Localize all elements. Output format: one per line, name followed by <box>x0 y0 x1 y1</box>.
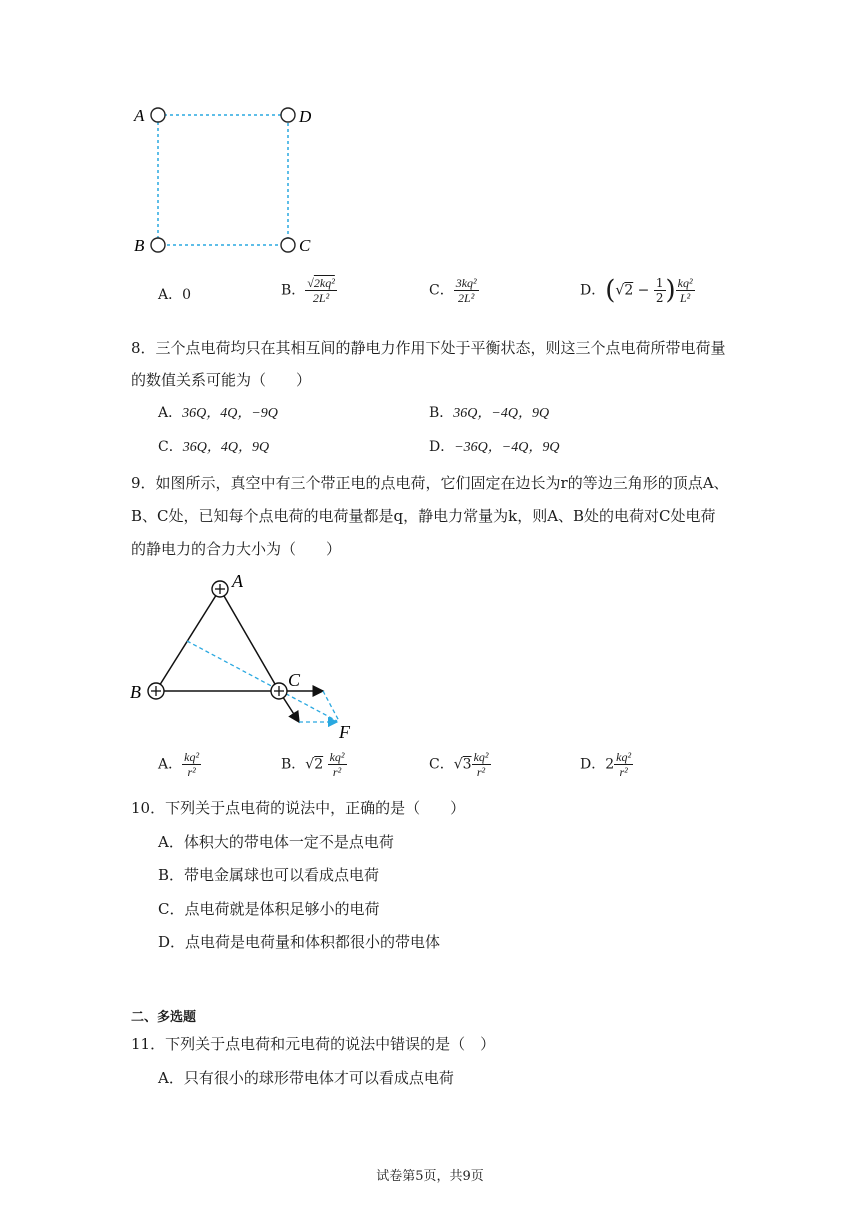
q11-stem: 11．下列关于点电荷和元电荷的说法中错误的是（ ） <box>131 1035 496 1053</box>
q9-stem-line1: 9．如图所示，真空中有三个带正电的点电荷，它们固定在边长为r的等边三角形的顶点A、 <box>131 474 729 492</box>
fraction-denominator: 2 <box>655 291 664 305</box>
fraction-numerator: kq² <box>677 276 693 290</box>
fraction: $\frac{\text{kq²}}{\text{r²}}$ <box>184 750 200 779</box>
q9-option-b[interactable]: B．√2 $\frac{\text{kq²}}{\text{r²}}$ <box>281 750 345 779</box>
q10-option-c[interactable]: C．点电荷就是体积足够小的电荷 <box>158 900 380 918</box>
q11-option-a[interactable]: A．只有很小的球形带电体才可以看成点电荷 <box>158 1069 454 1087</box>
minus-sign: − <box>633 282 654 299</box>
q9-stem-line3: 的静电力的合力大小为（ ） <box>131 540 342 558</box>
charge-d <box>281 108 295 122</box>
fraction-numerator: 1 <box>655 276 664 290</box>
charge-a <box>151 108 165 122</box>
triangle-figure <box>125 570 365 745</box>
sqrt-icon: √2 <box>615 282 634 299</box>
q9-stem-line2: B、C处，已知每个点电荷的电荷量都是q，静电力常量为k，则A、B处的电荷对C处电荷 <box>131 507 716 525</box>
option-letter: A． <box>158 287 183 303</box>
charge-c-plus <box>271 683 287 699</box>
right-paren: ) <box>665 275 676 306</box>
q10-option-a[interactable]: A．体积大的带电体一定不是点电荷 <box>158 833 394 851</box>
page-footer: 试卷第5页，共9页 <box>376 1169 484 1184</box>
fraction: $\frac{\text{kq²}}{\text{r²}}$ <box>616 750 632 779</box>
option-letter: C． <box>429 282 454 299</box>
left-paren: ( <box>605 275 616 306</box>
charge-c <box>281 238 295 252</box>
label-c: C <box>288 670 301 690</box>
charge-b-plus <box>148 683 164 699</box>
side-ab <box>156 589 220 691</box>
dashed-guide <box>187 641 337 721</box>
label-d: D <box>299 107 312 126</box>
label-c: C <box>299 236 311 255</box>
fraction-numerator: 3kq² <box>455 276 477 290</box>
q7-option-b[interactable] <box>281 276 337 305</box>
q7-option-c[interactable] <box>429 276 479 305</box>
section-title: 二、多选题 <box>131 1010 197 1025</box>
side-ac <box>220 589 279 691</box>
fraction <box>654 276 666 305</box>
fraction-denominator: L² <box>680 291 691 305</box>
sqrt-icon: √3 <box>453 756 472 773</box>
square-figure <box>125 100 325 260</box>
sqrt-icon: √ <box>307 276 314 290</box>
q10-stem: 10．下列关于点电荷的说法中，正确的是（ ） <box>131 799 466 817</box>
fraction <box>454 276 479 305</box>
q8-stem-line2: 的数值关系可能为（ ） <box>131 371 312 389</box>
label-a: A <box>232 571 243 591</box>
q9-option-c[interactable]: C．√3 $\frac{\text{kq²}}{\text{r²}}$ <box>429 750 489 779</box>
label-a: A <box>134 106 145 125</box>
fraction: $\frac{\text{kq²}}{\text{r²}}$ <box>329 750 345 779</box>
q8-option-d[interactable]: D．−36Q，−4Q，9Q <box>429 439 560 455</box>
label-b: B <box>130 682 141 702</box>
q8-option-a[interactable]: A．36Q，4Q，−9Q <box>158 405 278 421</box>
label-f: F <box>339 722 350 742</box>
fraction <box>676 276 695 305</box>
q9-option-d[interactable]: D．2 $\frac{\text{kq²}}{\text{r²}}$ <box>580 750 632 779</box>
q7-option-a[interactable] <box>158 285 191 305</box>
label-b: B <box>134 236 145 255</box>
q10-option-d[interactable]: D．点电荷是电荷量和体积都很小的带电体 <box>158 933 441 951</box>
option-letter: D． <box>580 282 606 299</box>
fraction-denominator: 2L² <box>312 291 330 305</box>
q8-option-b[interactable]: B．36Q，−4Q，9Q <box>429 405 550 421</box>
parallelogram-top <box>323 691 339 721</box>
charge-a-plus <box>212 581 228 597</box>
q8-option-c[interactable]: C．36Q，4Q，9Q <box>158 439 270 455</box>
fraction-numerator: √2kq² <box>307 276 335 290</box>
square-outline <box>158 115 288 245</box>
fraction-denominator: 2L² <box>458 291 475 305</box>
charge-b <box>151 238 165 252</box>
sqrt-icon: √2 <box>305 756 324 773</box>
q7-option-d[interactable] <box>580 276 695 305</box>
option-text: 0 <box>182 287 192 303</box>
q8-stem-line1: 8．三个点电荷均只在其相互间的静电力作用下处于平衡状态，则这三个点电荷所带电荷量 <box>131 339 726 357</box>
q9-option-a[interactable]: A． $\frac{\text{kq²}}{\text{r²}}$ <box>158 750 200 779</box>
fraction: $\frac{\text{kq²}}{\text{r²}}$ <box>473 750 489 779</box>
fraction <box>305 276 337 305</box>
q10-option-b[interactable]: B．带电金属球也可以看成点电荷 <box>158 866 380 884</box>
option-letter: B． <box>281 282 306 299</box>
